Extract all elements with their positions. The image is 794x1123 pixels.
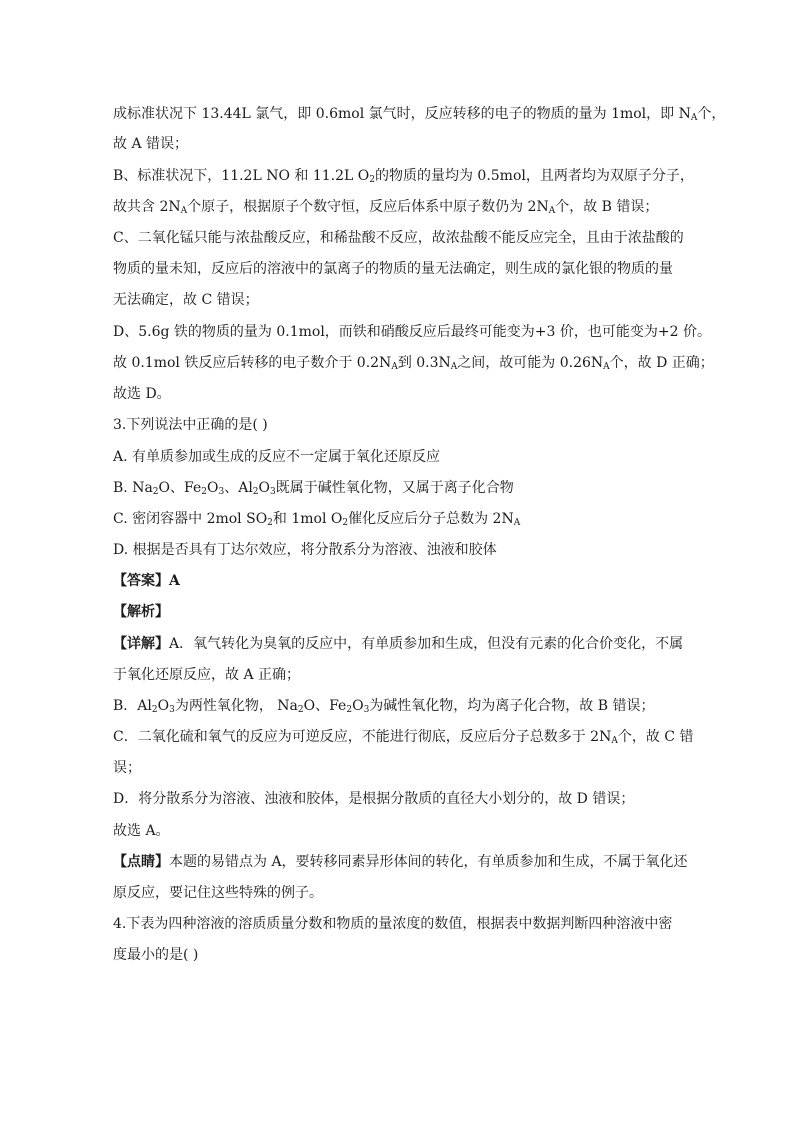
text-segment: D、5.6g 铁的物质的量为 0.1mol，而铁和硝酸反应后最终可能变为+3 价，也可能变为+2 价。 [113,324,711,340]
text-line [113,540,497,560]
text-line [113,945,198,965]
subscript: A [180,206,188,216]
text-segment: C．二氧化硫和氧气的反应为可逆反应，不能进行彻底，反应后分子总数多于 2N [113,729,612,745]
text-segment: O [157,698,170,714]
text-segment: 故 0.1mol 铁反应后转移的电子数介于 0.2N [113,355,392,371]
text-line [113,197,658,217]
text-segment: 个，故 C 错 [617,729,694,745]
text-line [113,447,440,467]
text-segment: C、二氧化锰只能与浓盐酸反应，和稀盐酸不反应，故浓盐酸不能反应完全，且由于浓盐酸的 [113,230,684,246]
text-segment: 为碱性氧化物，均为离子化合物，故 B 错误； [369,698,655,714]
text-segment: 误； [113,760,141,776]
text-segment: 故 A 错误； [113,136,189,152]
text-line [113,634,683,654]
text-segment: 既属于碱性氧化物，又属于离子化合物 [275,480,514,496]
text-segment: 个，故 D 正确； [609,355,714,371]
text-segment: 和 1mol O [272,511,343,527]
text-segment: 、Al [224,480,253,496]
text-line [113,478,514,498]
text-segment: O、Fe [158,480,202,496]
text-segment: 故共含 2N [113,199,181,215]
text-line [113,353,714,373]
text-segment: 度最小的是( ) [113,947,199,963]
subscript: 2 [252,487,259,497]
text-line [113,384,171,404]
text-line [113,322,711,342]
text-segment: A．氧气转化为臭氧的反应中，有单质参加和生成，但没有元素的化合价变化，不属 [169,636,684,652]
text-line [113,789,634,809]
text-segment: 的物质的量均为 0.5mol，且两者均为双原子分子， [374,168,694,184]
subscript: 3 [218,487,225,497]
text-segment: 物质的量未知，反应后的溶液中的氯离子的物质的量无法确定，则生成的氯化银的物质的量 [113,261,673,277]
text-line [113,602,169,622]
text-line [113,665,300,685]
text-segment: O [206,480,219,496]
text-segment: B．Al [113,698,152,714]
subscript: 2 [369,175,375,185]
text-segment: 4.下表为四种溶液的溶质质量分数和物质的量浓度的数值，根据表中数据判断四种溶液中密 [113,916,673,932]
text-segment: 【解析】 [113,604,169,620]
text-line [113,104,725,124]
text-segment: 为两性氧化物， Na [174,698,298,714]
text-line [113,509,520,529]
text-line [113,852,688,872]
text-segment: O [352,698,364,714]
subscript: 2 [342,518,349,528]
text-segment: 故选 A。 [113,823,170,839]
text-segment: 个， [697,106,726,122]
subscript: A [450,362,458,372]
text-segment: 故选 D。 [113,386,171,402]
text-line [113,758,141,778]
text-line [113,134,188,154]
subscript: A [690,113,698,123]
text-line [113,571,180,591]
subscript: A [391,362,398,372]
text-segment: 催化反应后分子总数为 2N [348,511,514,527]
subscript: A [603,362,610,372]
text-segment: 【答案】A [113,573,180,589]
text-segment: 之间，故可能为 0.26N [457,355,604,371]
text-line [113,290,259,310]
text-segment: A. 有单质参加或生成的反应不一定属于氧化还原反应 [113,449,441,465]
text-segment: 到 0.3N [397,355,451,371]
text-segment: 于氧化还原反应，故 A 正确； [113,667,301,683]
subscript: 2 [267,518,273,528]
text-line [113,228,684,248]
text-line [113,821,170,841]
text-line [113,696,654,716]
subscript: A [513,518,521,528]
subscript: 3 [169,705,175,715]
subscript: 2 [151,705,158,715]
text-line [113,415,268,435]
text-segment: O、Fe [303,698,347,714]
subscript: A [548,206,556,216]
text-segment: 【点睛】 [113,854,169,870]
text-segment: 【详解】 [113,636,169,652]
text-line [113,727,693,747]
subscript: 3 [363,705,370,715]
text-segment: 成标准状况下 13.44L 氯气，即 0.6mol 氯气时，反应转移的电子的物质的量为 1mol，即 N [113,106,691,122]
subscript: A [611,736,618,746]
text-segment: D．将分散系分为溶液、浊液和胶体，是根据分散质的直径大小划分的，故 D 错误； [113,791,635,807]
text-segment: 原反应，要记住这些特殊的例子。 [113,885,323,901]
subscript: 2 [201,487,207,497]
text-segment: O [258,480,271,496]
text-segment: 个，故 B 错误； [555,199,659,215]
text-segment: B. Na [113,480,153,496]
text-segment: 个原子，根据原子个数守恒，反应后体系中原子数仍为 2N [187,199,549,215]
text-segment: D. 根据是否具有丁达尔效应，将分散系分为溶液、浊液和胶体 [113,542,497,558]
text-line [113,883,323,903]
text-line [113,259,673,279]
subscript: 2 [297,705,304,715]
subscript: 2 [346,705,353,715]
text-segment: 无法确定，故 C 错误； [113,292,259,308]
text-segment: 3.下列说法中正确的是( ) [113,417,268,433]
text-line [113,166,694,186]
text-line [113,914,672,934]
subscript: 3 [270,487,276,497]
text-segment: 本题的易错点为 A，要转移同素异形体间的转化，有单质参加和生成，不属于氧化还 [169,854,688,870]
text-segment: C. 密闭容器中 2mol SO [113,511,268,527]
subscript: 2 [152,487,159,497]
text-segment: B、标准状况下，11.2L NO 和 11.2L O [113,168,370,184]
